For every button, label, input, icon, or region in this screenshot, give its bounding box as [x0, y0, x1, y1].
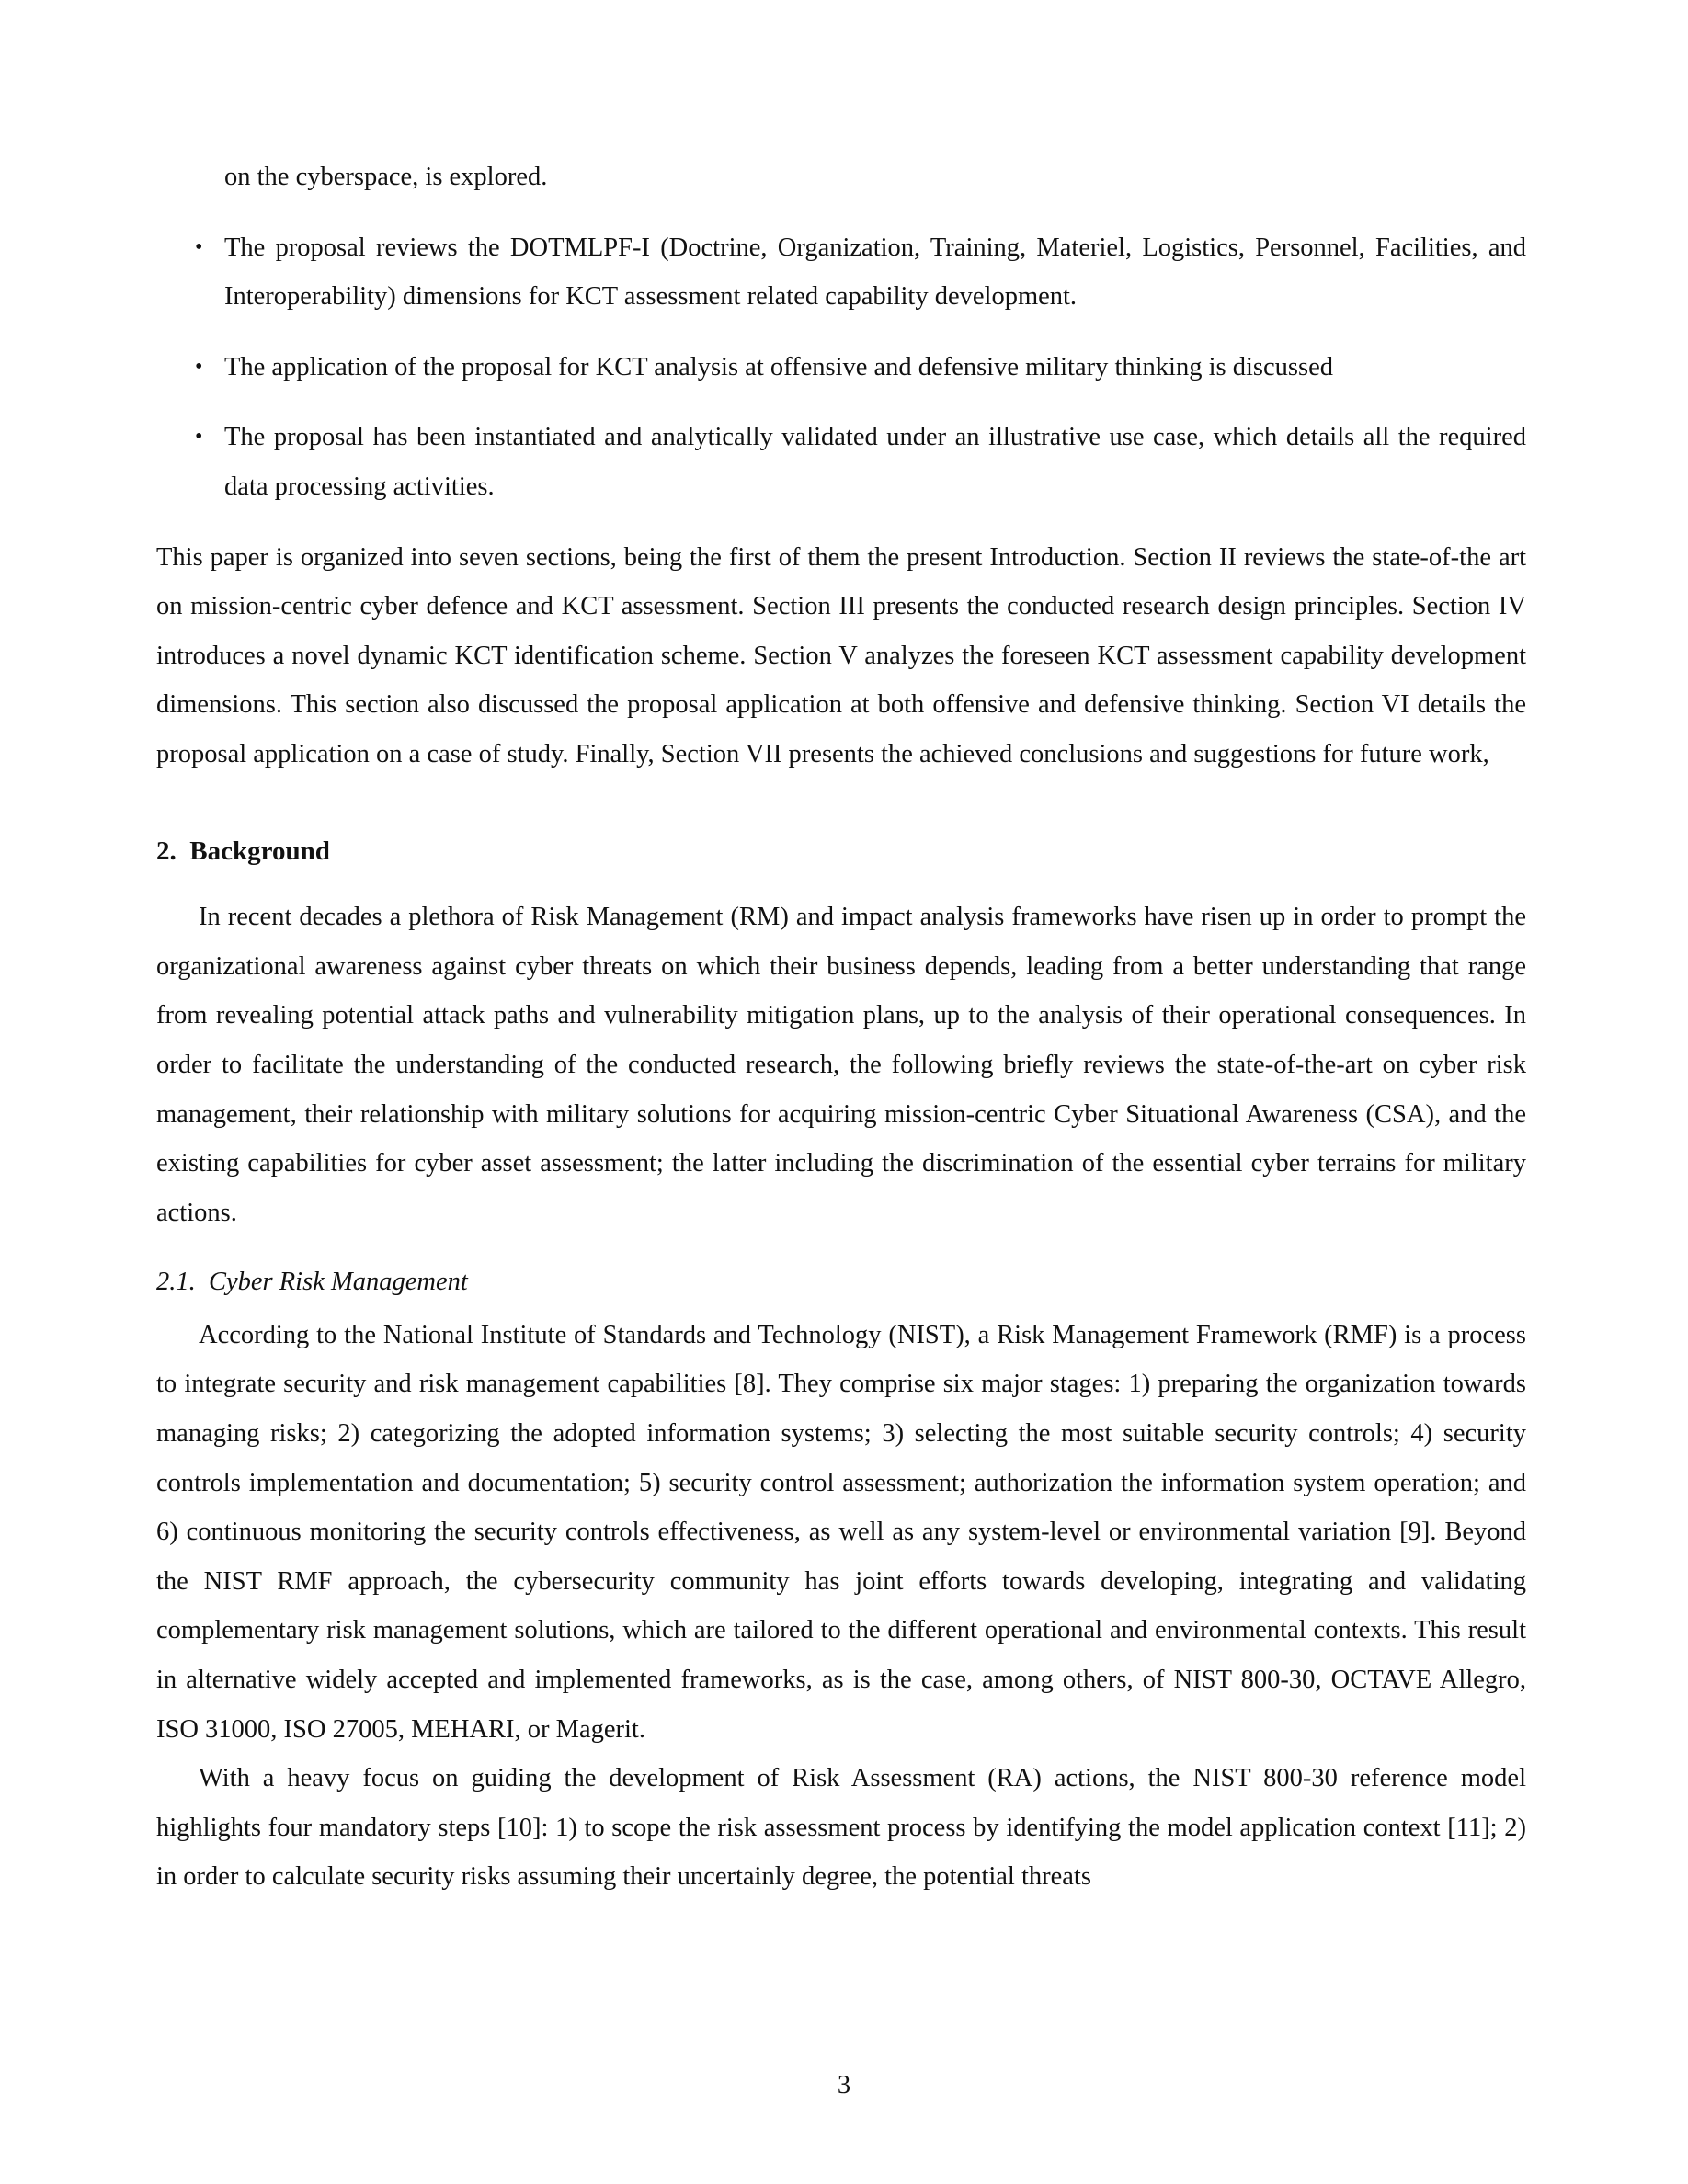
continued-list-item-text: on the cyberspace, is explored.: [224, 163, 548, 191]
section-heading: [156, 827, 1526, 877]
page-number: 3: [837, 2071, 851, 2099]
subsection-title: Cyber Risk Management: [209, 1268, 468, 1297]
list-item: [156, 223, 1526, 322]
nist-800-30-paragraph: With a heavy focus on guiding the development of Risk Assessment (RA) actions, the NIST 800-30 reference model highlights four mandatory steps [10]: 1) to scope the risk assessment process by identifying the model application context [11]; 2) in order to calculate security risks assuming their uncertainly degree, the potential threats: [156, 1764, 1526, 1892]
list-item-text: The proposal has been instantiated and analytically validated under an illustrative use case, which details all the required data processing activities.: [224, 423, 1526, 501]
subsection-heading: [156, 1257, 1526, 1307]
list-item: [156, 413, 1526, 511]
bullet-icon: •: [195, 354, 203, 379]
rmf-paragraph: According to the National Institute of Standards and Technology (NIST), a Risk Management Framework (RMF) is a process to integrate security and risk management capabilities [8]. They comprise six major stages: 1) preparing the organization towards managing risks; 2) categorizing the adopted information systems; 3) selecting the most suitable security controls; 4) security controls implementation and documentation; 5) security control assessment; authorization the information system operation; and 6) continuous monitoring the security controls effectiveness, as well as any system-level or environmental variation [9]. Beyond the NIST RMF approach, the cybersecurity community has joint efforts towards developing, integrating and validating complementary risk management solutions, which are tailored to the different operational and environmental contexts. This result in alternative widely accepted and implemented frameworks, as is the case, among others, of NIST 800-30, OCTAVE Allegro, ISO 31000, ISO 27005, MEHARI, or Magerit.: [156, 1320, 1526, 1744]
section-title: Background: [189, 836, 330, 866]
list-item: [156, 343, 1526, 392]
section-number: 2.: [156, 836, 177, 866]
background-intro-paragraph: In recent decades a plethora of Risk Management (RM) and impact analysis frameworks have risen up in order to prompt the organizational awareness against cyber threats on which their business depends, leading from a better understanding that range from revealing potential attack paths and vulnerability mitigation plans, up to the analysis of their operational consequences. In order to facilitate the understanding of the conducted research, the following briefly reviews the state-of-the-art on cyber risk management, their relationship with military solutions for acquiring mission-centric Cyber Situational Awareness (CSA), and the existing capabilities for cyber asset assessment; the latter including the discrimination of the essential cyber terrains for military actions.: [156, 903, 1526, 1227]
page-body: [156, 153, 1526, 1902]
subsection-number: 2.1.: [156, 1268, 196, 1297]
paper-organization-paragraph: This paper is organized into seven sections, being the first of them the present Introduction. Section II reviews the state-of-the art on mission-centric cyber defence and KCT assessment. Section III presents the conducted research design principles. Section IV introduces a novel dynamic KCT identification scheme. Section V analyzes the foreseen KCT assessment capability development dimensions. This section also discussed the proposal application at both offensive and defensive thinking. Section VI details the proposal application on a case of study. Finally, Section VII presents the achieved conclusions and suggestions for future work,: [156, 542, 1526, 768]
list-item-text: The proposal reviews the DOTMLPF-I (Doctrine, Organization, Training, Materiel, Logistics, Personnel, Facilities, and Interoperability) dimensions for KCT assessment related capability development.: [224, 233, 1526, 312]
contributions-list: [156, 223, 1526, 512]
list-item-text: The application of the proposal for KCT analysis at offensive and defensive military thinking is discussed: [224, 352, 1333, 381]
bullet-icon: •: [195, 234, 203, 259]
bullet-icon: •: [195, 425, 203, 449]
